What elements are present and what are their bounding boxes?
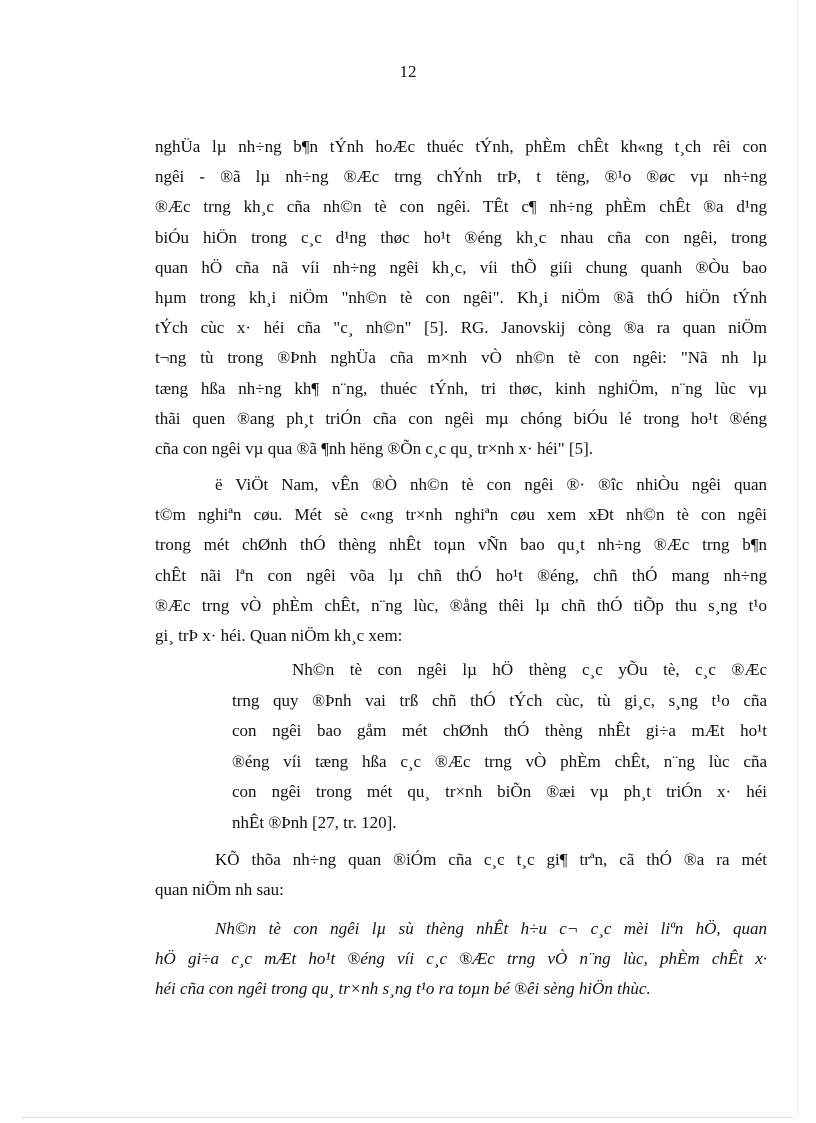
paragraph-line: ®Æc trng kh¸c cña nh©n tè con ngêi. TÊt c¶ nh÷ng phÈm chÊt ®a d¹ng (155, 197, 767, 217)
paragraph-line: quan hÖ cña nã víi nh÷ng ngêi kh¸c, víi thÕ giíi chung quanh ®Òu bao (155, 257, 767, 277)
paragraph-line: biÓu hiÖn trong c¸c d¹ng thøc ho¹t ®éng kh¸c nhau cña con ngêi, trong (155, 227, 767, 247)
quote-line: ®éng víi tæng hßa c¸c ®Æc trng vÒ phÈm chÊt, n¨ng lùc cña (232, 751, 767, 771)
block-quote (232, 655, 767, 838)
page-edge-divider (797, 0, 798, 1117)
quote-line: trng quy ®Þnh vai trß chñ thÓ tÝch cùc, tù gi¸c, s¸ng t¹o cña (232, 690, 767, 710)
paragraph-line: ngêi - ®ã lµ nh÷ng ®Æc trng chÝnh trÞ, t tëng, ®¹o ®øc vµ nh÷ng (155, 167, 767, 187)
paragraph-line: trong mét chØnh thÓ thèng nhÊt toµn vÑn bao qu¸t nh÷ng ®Æc trng b¶n (155, 535, 767, 555)
paragraph-line: ë ViÖt Nam, vÊn ®Ò nh©n tè con ngêi ®· ®îc nhiÒu ngêi quan (215, 475, 767, 494)
paragraph-line: gi¸ trÞ x· héi. Quan niÖm kh¸c xem: (155, 626, 403, 646)
paragraph-line: quan niÖm nh sau: (155, 880, 284, 900)
paragraph-line: ®Æc trng vÒ phÈm chÊt, n¨ng lùc, ®ång thêi lµ chñ thÓ tiÕp thu s¸ng t¹o (155, 595, 767, 615)
paragraph-line: t©m nghiªn cøu. Mét sè c«ng tr×nh nghiªn cøu xem xÐt nh©n tè con ngêi (155, 505, 767, 525)
paragraph-1 (155, 132, 767, 464)
paragraph-line: Nh©n tè con ngêi lµ sù thèng nhÊt h÷u c¬ c¸c mèi liªn hÖ, quan (215, 919, 767, 938)
paragraph-line: tæng hßa nh÷ng kh¶ n¨ng, thuéc tÝnh, tri thøc, kinh nghiÖm, n¨ng lùc vµ (155, 378, 767, 398)
quote-line: con ngêi bao gåm mét chØnh thÓ thèng nhÊt gi÷a mÆt ho¹t (232, 721, 767, 740)
paragraph-line: hµm trong kh¸i niÖm "nh©n tè con ngêi". Kh¸i niÖm ®ã thÓ hiÖn tÝnh (155, 288, 767, 308)
paragraph-line: nghÜa lµ nh÷ng b¶n tÝnh hoÆc thuéc tÝnh, phÈm chÊt kh«ng t¸ch rêi con (155, 137, 767, 156)
paragraph-3 (155, 845, 767, 905)
paragraph-2 (155, 470, 767, 651)
definition-paragraph (155, 914, 767, 1005)
paragraph-line: t¬ng tù trong ®Þnh nghÜa cña m×nh vÒ nh©n tè con ngêi: "Nã nh lµ (155, 348, 767, 368)
paragraph-line: thãi quen ®ang ph¸t triÓn cña con ngêi mµ chóng biÓu lé trong ho¹t ®éng (155, 408, 767, 428)
paragraph-line: cña con ngêi vµ qua ®ã ¶nh hëng ®Õn c¸c qu¸ tr×nh x· héi" [5]. (155, 439, 593, 459)
paragraph-line: héi cña con ngêi trong qu¸ tr×nh s¸ng t¹o ra toµn bé ®êi sèng hiÖn thùc. (155, 979, 651, 999)
quote-line: nhÊt ®Þnh [27, tr. 120]. (232, 812, 397, 832)
page-number: 12 (399, 62, 417, 81)
page-bottom-divider (22, 1117, 794, 1118)
quote-line: Nh©n tè con ngêi lµ hÖ thèng c¸c yÕu tè, c¸c ®Æc (292, 660, 767, 679)
paragraph-line: tÝch cùc x· héi cña "c¸ nh©n" [5]. RG. Janovskij còng ®a ra quan niÖm (155, 318, 767, 338)
quote-line: con ngêi trong mét qu¸ tr×nh biÕn ®æi vµ ph¸t triÓn x· héi (232, 782, 767, 801)
paragraph-line: hÖ gi÷a c¸c mÆt ho¹t ®éng víi c¸c ®Æc trng vÒ n¨ng lùc, phÈm chÊt x· (155, 949, 767, 969)
paragraph-line: KÕ thõa nh÷ng quan ®iÓm cña c¸c t¸c gi¶ trªn, cã thÓ ®a ra mét (215, 850, 767, 869)
paragraph-line: chÊt nãi lªn con ngêi võa lµ chñ thÓ ho¹t ®éng, chñ thÓ mang nh÷ng (155, 565, 767, 585)
